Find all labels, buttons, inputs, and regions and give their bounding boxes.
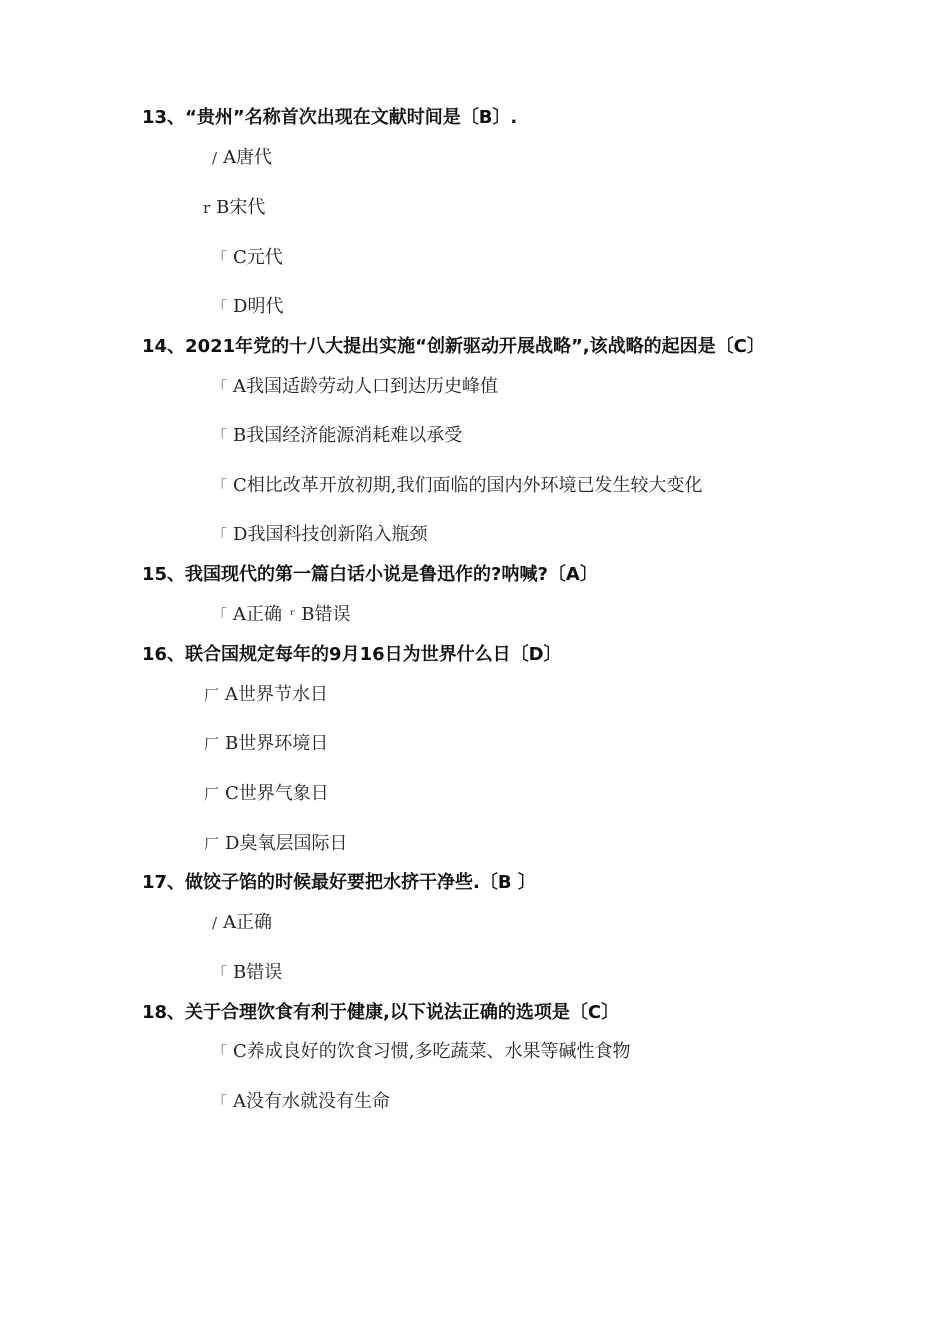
option-label: D我国科技创新陷入瓶颈	[233, 524, 428, 545]
option-label: B宋代	[216, 197, 266, 218]
option-label: A唐代	[223, 147, 273, 168]
option-marker-icon: 「	[212, 298, 228, 316]
option-marker-icon: /	[212, 914, 218, 932]
option-label: B我国经济能源消耗难以承受	[233, 425, 463, 446]
option-marker-icon: ʳ	[290, 606, 296, 624]
option-14-c[interactable]	[212, 474, 703, 498]
option-marker-icon: 「	[212, 1093, 228, 1111]
option-marker-icon: 「	[212, 378, 228, 396]
option-marker-icon: /	[212, 149, 218, 167]
option-marker-icon: 厂	[204, 735, 220, 753]
option-label: C世界气象日	[225, 783, 329, 804]
question-18: 18、关于合理饮食有利于健康,以下说法正确的选项是〔C〕	[142, 1002, 620, 1023]
option-label: C养成良好的饮食习惯,多吃蔬菜、水果等碱性食物	[233, 1041, 631, 1062]
question-15: 15、我国现代的第一篇白话小说是鲁迅作的?呐喊?〔A〕	[142, 564, 598, 585]
question-13: 13、“贵州”名称首次出现在文献时间是〔B〕.	[142, 107, 518, 128]
question-16: 16、联合国规定每年的9月16日为世界什么日〔D〕	[142, 644, 562, 665]
option-17-a[interactable]	[212, 911, 272, 935]
option-18-a[interactable]	[212, 1090, 390, 1114]
option-label: A正确	[223, 912, 273, 933]
option-marker-icon: 厂	[204, 835, 220, 853]
option-18-c[interactable]	[212, 1040, 631, 1064]
option-15-b[interactable]	[290, 604, 350, 625]
option-marker-icon: 「	[212, 477, 228, 495]
option-16-b[interactable]	[204, 732, 328, 756]
option-label: A世界节水日	[225, 684, 329, 705]
option-marker-icon: r	[203, 199, 211, 217]
option-label: A没有水就没有生命	[233, 1091, 391, 1112]
option-label: C相比改革开放初期,我们面临的国内外环境已发生较大变化	[233, 475, 703, 496]
option-13-a[interactable]	[212, 146, 272, 170]
question-14: 14、2021年党的十八大提出实施“创新驱动开展战略”,该战略的起因是〔C〕	[142, 336, 765, 357]
option-label: B错误	[301, 604, 351, 625]
option-label: B世界环境日	[225, 733, 329, 754]
option-label: A正确	[233, 604, 283, 625]
option-16-a[interactable]	[204, 683, 328, 707]
option-13-d[interactable]	[212, 295, 283, 319]
option-marker-icon: 厂	[204, 686, 220, 704]
option-label: B错误	[233, 962, 283, 983]
option-16-c[interactable]	[204, 782, 329, 806]
option-marker-icon: 「	[212, 526, 228, 544]
option-17-b[interactable]	[212, 961, 282, 985]
option-14-d[interactable]	[212, 523, 427, 547]
option-marker-icon: 厂	[204, 785, 220, 803]
option-marker-icon: 「	[212, 1043, 228, 1061]
option-15-a[interactable]	[212, 604, 282, 625]
option-marker-icon: 「	[212, 427, 228, 445]
option-label: D臭氧层国际日	[225, 833, 348, 854]
option-label: D明代	[233, 296, 284, 317]
option-label: A我国适龄劳动人口到达历史峰值	[233, 376, 499, 397]
question-17: 17、做饺子馅的时候最好要把水挤干净些.〔B 〕	[142, 872, 536, 893]
option-13-c[interactable]	[212, 246, 283, 270]
option-label: C元代	[233, 247, 283, 268]
option-14-b[interactable]	[212, 424, 462, 448]
option-14-a[interactable]	[212, 375, 498, 399]
option-marker-icon: 「	[212, 249, 228, 267]
option-marker-icon: 「	[212, 606, 228, 624]
option-16-d[interactable]	[204, 832, 347, 856]
option-15-row	[212, 603, 350, 627]
option-marker-icon: 「	[212, 964, 228, 982]
option-13-b[interactable]	[203, 196, 265, 220]
